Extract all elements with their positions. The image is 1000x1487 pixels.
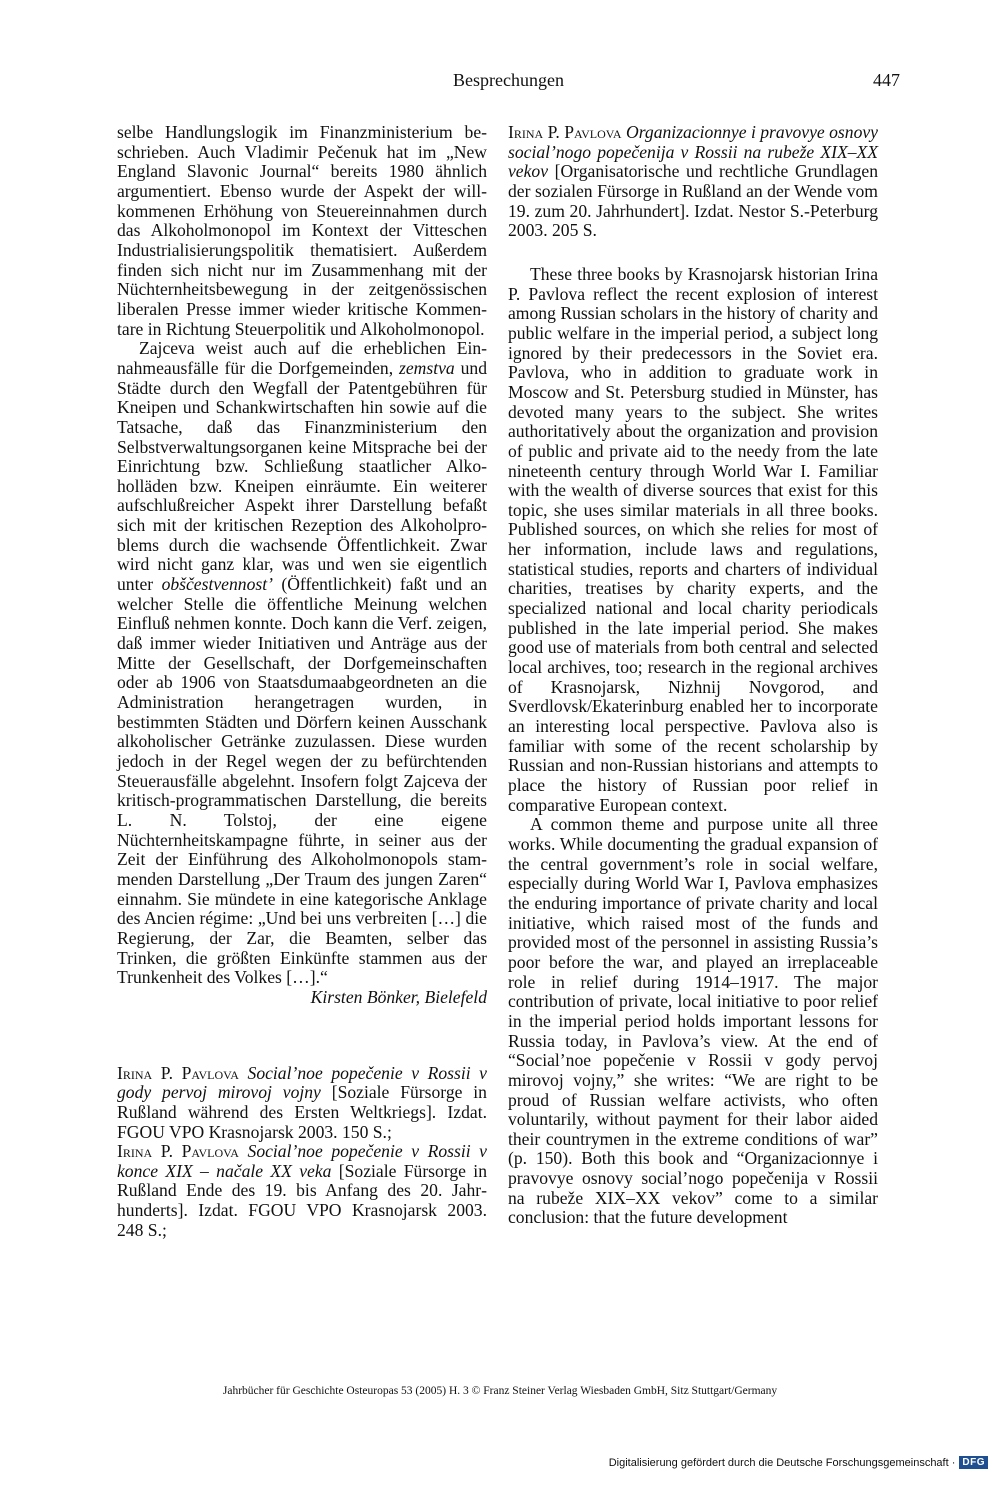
book-3-title: Organizacionnye i pravovye osnovy social’nogo popečenija v Rossii na rubeže XIX–XX vekov: [508, 122, 878, 182]
book-reference-3: [508, 123, 878, 241]
running-head: Besprechungen: [453, 70, 564, 90]
review-paragraph-1: These three books by Krasnojarsk historian Irina P. Pavlova reflect the recent explosion of interest among Russian scholars in the history of charity and public welfare in the imperial period, a subject long ignored by their predecessors in the Soviet era. Pavlova, who in addition to graduate work in Moscow and St. Petersburg studied in Münster, has devoted many years to the subject. She writes authoritatively about the organization and provision of public and private aid to the needy from the late nineteenth century through World War I. Familiar with the wealth of diverse sources that exist for this topic, she uses similar materials in all three books. Published sources, on which she relies for most of her information, include laws and regulations, statistical studies, reports and charters of individual charities, treatises by charity experts, and the specialized national and local charity periodicals published in the late imperial period. She makes good use of materials from both central and selected local archives, too; research in the regional archives of Krasnojarsk, Nizhnij Novgorod, and Sverdlovsk/Ekaterinburg enabled her to incorporate an interesting local perspective. Pavlova also is familiar with some of the recent scholarship by Russian and non-Russian historians and attempts to place the history of Russian poor relief in comparative European context.: [508, 263, 878, 815]
digitization-credit: [609, 1456, 988, 1469]
page-header: [117, 70, 900, 98]
book-reference-2: [117, 1142, 487, 1240]
paragraph-2-part-b: und Städte durch den Wegfall der Patentgebühren für Kneipen und Schankwirtschaften hin sowie auf die Tatsache, daß das Finanzministerium den Selbstverwaltungsorganen keine Mitsprache bei der Einrichtung bzw. Schließung staatlicher Alkoholläden bzw. Kneipen einräumte. Ein weiterer aufschlußreicher Aspekt ihrer Darstellung befaßt sich mit der kritischen Rezeption des Alkoholproblems durch die wachsende Öffentlichkeit. Zwar wird nicht ganz klar, was und wen sie eigentlich unter: [117, 357, 487, 595]
book-2-author: Irina P. Pavlova: [117, 1141, 239, 1162]
right-column: [508, 123, 878, 1228]
book-1-details: [Soziale Fürsorge in Rußland während des Ersten Weltkriegs]. Izdat. FGOU VPO Krasnojarsk 2003. 150 S.;: [117, 1082, 487, 1142]
page-number: 447: [873, 70, 900, 90]
book-2-details: [Soziale Fürsorge in Rußland Ende des 19. bis Anfang des 20. Jahrhunderts]. Izdat. FGOU VPO Krasnojarsk 2003. 248 S.;: [117, 1160, 487, 1240]
book-1-title: Social’noe popečenie v Rossii v gody pervoj mirovoj vojny: [117, 1062, 487, 1103]
book-1-author: Irina P. Pavlova: [117, 1062, 239, 1083]
term-obscestvennost: obščestvennost’: [161, 574, 273, 595]
journal-footer: Jahrbücher für Geschichte Osteuropas 53 (2005) H. 3 © Franz Steiner Verlag Wiesbaden GmbH, Sitz Stuttgart/Germany: [222, 1385, 778, 1397]
dfg-logo: DFG: [959, 1456, 988, 1469]
review-signature: Kirsten Bönker, Bielefeld: [310, 986, 487, 1007]
book-3-details: [Organisatorische und rechtliche Grundlagen der sozialen Fürsorge in Rußland an der Wende vom 19. zum 20. Jahrhundert]. Izdat. Nestor S.-Peterburg 2003. 205 S.: [508, 161, 878, 241]
review-paragraph-2: A common theme and purpose unite all three works. While documenting the gradual expansion of the central government’s role in social welfare, especially during World War I, Pavlova emphasizes the enduring importance of private charity and local initiative, which raised most of the funds and provided most of the personnel in assisting Russia’s poor before the war, and played an irreplaceable role in relief during 1914–1917. The major contribution of private, local initiative to poor relief in the imperial period holds important lessons for Russia today, in Pavlova’s view. At the end of “Social’noe popečenie v Rossii v gody pervoj mirovoj vojny,” she writes: “We are right to be proud of Russian welfare activists, who often voluntarily, without payment for their labor aided their countrymen in the extreme conditions of war” (p. 150). Both this book and “Organizacionnye i pravovye osnovy social’nogo popečenija v Rossii na rubeže XIX–XX vekov” come to a similar conclusion: that the future development: [508, 814, 878, 1228]
term-zemstva: zemstva: [399, 357, 455, 378]
paragraph-2: [117, 339, 487, 988]
paragraph-2-part-c: (Öffentlichkeit) faßt und an welcher Stelle die öffentliche Meinung welchen Einfluß nehmen konnte. Doch kann die Verf. zeigen, daß immer wieder Initiativen und Anträge aus der Mitte der Gesellschaft, der Dorfgemeinschaften oder ab 1906 von Staatsdumaabgeordneten an die Administration herangetragen wurden, in bestimmten Städten und Dörfern keinen Ausschank alkoholischer Getränke zuzulassen. Diese wurden jedoch in der Regel wegen der zu befürchtenden Steuerausfälle abgelehnt. Insofern folgt Zajceva der kritisch-programmatischen Darstellung, die bereits L. N. Tolstoj, der eine eigene Nüchternheitskampagne führte, in seiner aus der Zeit der Einführung des Alkoholmonopols stammenden Darstellung „Der Traum des jungen Zaren“ einnahm. Sie mündete in eine kategorische Anklage des Ancien régime: „Und bei uns verbreiten […] die Regierung, der Zar, die Beamten, selber das Trinken, die größten Einkünfte stammen aus der Trunkenheit des Volkes […].“: [117, 574, 488, 988]
book-2-title: Social’noe popečenie v Rossii v konce XIX – načale XX veka: [117, 1141, 487, 1181]
paragraph-2-part-a: Zajceva weist auch auf die erheblichen Einnahmeausfälle für die Dorfgemeinden,: [117, 338, 487, 378]
credit-text: Digitalisierung gefördert durch die Deutsche Forschungsgemeinschaft ·: [608, 1456, 956, 1469]
paragraph-1: selbe Handlungslogik im Finanzministerium beschrieben. Auch Vladimir Pečenuk hat im „New England Slavonic Journal“ bereits 1980 ähnlich argumentiert. Ebenso wurde der Aspekt der willkommenen Erhöhung von Steuereinnahmen durch das Alkoholmonopol im Kontext der Vitteschen Industrialisierungspolitik thematisiert. Außerdem finden sich nicht nur im Zusammenhang mit der Nüchternheitsbewegung in der zeitgenössischen liberalen Presse immer wieder kritische Kommentare in Richtung Steuerpolitik und Alkoholmonopol.: [117, 122, 487, 339]
left-column: [117, 123, 487, 1240]
book-3-author: Irina P. Pavlova: [508, 122, 622, 142]
book-reference-1: [117, 1064, 487, 1143]
